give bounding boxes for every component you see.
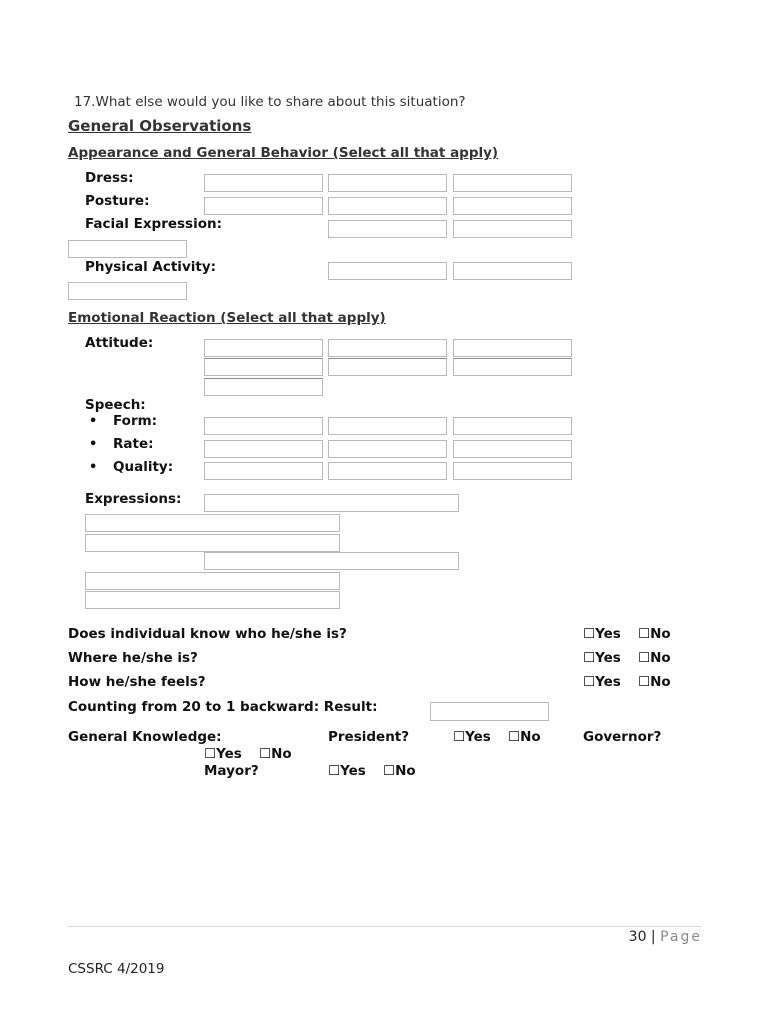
dress-field-3[interactable] — [453, 174, 572, 192]
form-label: Form: — [113, 413, 158, 429]
expressions-field-4[interactable] — [204, 552, 459, 570]
attitude-label: Attitude: — [85, 335, 154, 351]
posture-label: Posture: — [85, 193, 150, 209]
question-17: 17.What else would you like to share about this situation? — [74, 94, 466, 110]
general-knowledge-label: General Knowledge: — [68, 729, 222, 745]
counting-result-field[interactable] — [430, 702, 549, 721]
speech-label: Speech: — [85, 397, 146, 413]
counting-question: Counting from 20 to 1 backward: Result: — [68, 699, 378, 715]
footer-divider — [68, 926, 702, 927]
president-label: President? — [328, 729, 410, 745]
mayor-label: Mayor? — [204, 763, 259, 779]
no-label: No — [650, 626, 671, 642]
no-label: No — [395, 763, 416, 779]
dress-field-2[interactable] — [328, 174, 447, 192]
attitude-field-4[interactable] — [204, 358, 323, 376]
quality-field-2[interactable] — [328, 462, 447, 480]
checkbox-icon[interactable]: ☐ — [259, 746, 272, 762]
yes-label: Yes — [340, 763, 366, 779]
page-word: Page — [660, 929, 702, 945]
mayor-yes-option[interactable] — [328, 763, 366, 779]
mayor-no-option[interactable] — [383, 763, 416, 779]
form-field-2[interactable] — [328, 417, 447, 435]
checkbox-icon[interactable]: ☐ — [453, 729, 466, 745]
yes-label: Yes — [595, 650, 621, 666]
facial-expression-field-2[interactable] — [328, 220, 447, 238]
president-yes-option[interactable] — [453, 729, 491, 745]
expressions-label: Expressions: — [85, 491, 182, 507]
rate-bullet — [89, 436, 97, 452]
no-label: No — [650, 674, 671, 690]
facial-expression-label: Facial Expression: — [85, 216, 222, 232]
yes-label: Yes — [595, 674, 621, 690]
quality-field-1[interactable] — [204, 462, 323, 480]
facial-expression-field-3[interactable] — [453, 220, 572, 238]
posture-field-3[interactable] — [453, 197, 572, 215]
checkbox-icon[interactable]: ☐ — [638, 650, 651, 666]
where-question: Where he/she is? — [68, 650, 198, 666]
footer-code: CSSRC 4/2019 — [68, 961, 165, 977]
attitude-field-7[interactable] — [204, 378, 323, 396]
checkbox-icon[interactable]: ☐ — [583, 674, 596, 690]
dress-label: Dress: — [85, 170, 134, 186]
physical-activity-field-1[interactable] — [68, 282, 187, 300]
attitude-field-6[interactable] — [453, 358, 572, 376]
quality-field-3[interactable] — [453, 462, 572, 480]
checkbox-icon[interactable]: ☐ — [328, 763, 341, 779]
feels-question: How he/she feels? — [68, 674, 206, 690]
physical-activity-field-3[interactable] — [453, 262, 572, 280]
checkbox-icon[interactable]: ☐ — [583, 650, 596, 666]
governor-no-option[interactable] — [259, 746, 292, 762]
no-label: No — [520, 729, 541, 745]
feels-no-option[interactable] — [638, 674, 671, 690]
yes-label: Yes — [216, 746, 242, 762]
feels-yes-option[interactable] — [583, 674, 621, 690]
physical-activity-field-2[interactable] — [328, 262, 447, 280]
yes-label: Yes — [595, 626, 621, 642]
president-no-option[interactable] — [508, 729, 541, 745]
emotional-heading: Emotional Reaction (Select all that apply) — [68, 310, 386, 326]
checkbox-icon[interactable]: ☐ — [638, 626, 651, 642]
expressions-field-6[interactable] — [85, 591, 340, 609]
checkbox-icon[interactable]: ☐ — [383, 763, 396, 779]
quality-bullet — [89, 459, 97, 475]
checkbox-icon[interactable]: ☐ — [583, 626, 596, 642]
posture-field-1[interactable] — [204, 197, 323, 215]
rate-label: Rate: — [113, 436, 154, 452]
who-question: Does individual know who he/she is? — [68, 626, 347, 642]
quality-label: Quality: — [113, 459, 174, 475]
expressions-field-5[interactable] — [85, 572, 340, 590]
general-observations-heading: General Observations — [68, 117, 252, 135]
attitude-field-2[interactable] — [328, 339, 447, 357]
bullet-glyph: • — [89, 437, 98, 452]
posture-field-2[interactable] — [328, 197, 447, 215]
attitude-field-5[interactable] — [328, 358, 447, 376]
form-field-3[interactable] — [453, 417, 572, 435]
form-bullet — [89, 413, 97, 429]
attitude-field-1[interactable] — [204, 339, 323, 357]
who-no-option[interactable] — [638, 626, 671, 642]
rate-field-2[interactable] — [328, 440, 447, 458]
governor-yes-option[interactable] — [204, 746, 242, 762]
where-no-option[interactable] — [638, 650, 671, 666]
checkbox-icon[interactable]: ☐ — [638, 674, 651, 690]
no-label: No — [271, 746, 292, 762]
page-number — [629, 929, 702, 945]
rate-field-3[interactable] — [453, 440, 572, 458]
rate-field-1[interactable] — [204, 440, 323, 458]
expressions-field-3[interactable] — [85, 534, 340, 552]
no-label: No — [650, 650, 671, 666]
bullet-glyph: • — [89, 414, 98, 429]
appearance-heading: Appearance and General Behavior (Select all that apply) — [68, 145, 499, 161]
where-yes-option[interactable] — [583, 650, 621, 666]
bullet-glyph: • — [89, 460, 98, 475]
physical-activity-label: Physical Activity: — [85, 259, 217, 275]
dress-field-1[interactable] — [204, 174, 323, 192]
facial-expression-field-1[interactable] — [68, 240, 187, 258]
expressions-field-2[interactable] — [85, 514, 340, 532]
form-field-1[interactable] — [204, 417, 323, 435]
yes-label: Yes — [465, 729, 491, 745]
checkbox-icon[interactable]: ☐ — [204, 746, 217, 762]
page-number-value: 30 | — [628, 929, 661, 945]
who-yes-option[interactable] — [583, 626, 621, 642]
checkbox-icon[interactable]: ☐ — [508, 729, 521, 745]
governor-label: Governor? — [583, 729, 662, 745]
attitude-field-3[interactable] — [453, 339, 572, 357]
expressions-field-1[interactable] — [204, 494, 459, 512]
